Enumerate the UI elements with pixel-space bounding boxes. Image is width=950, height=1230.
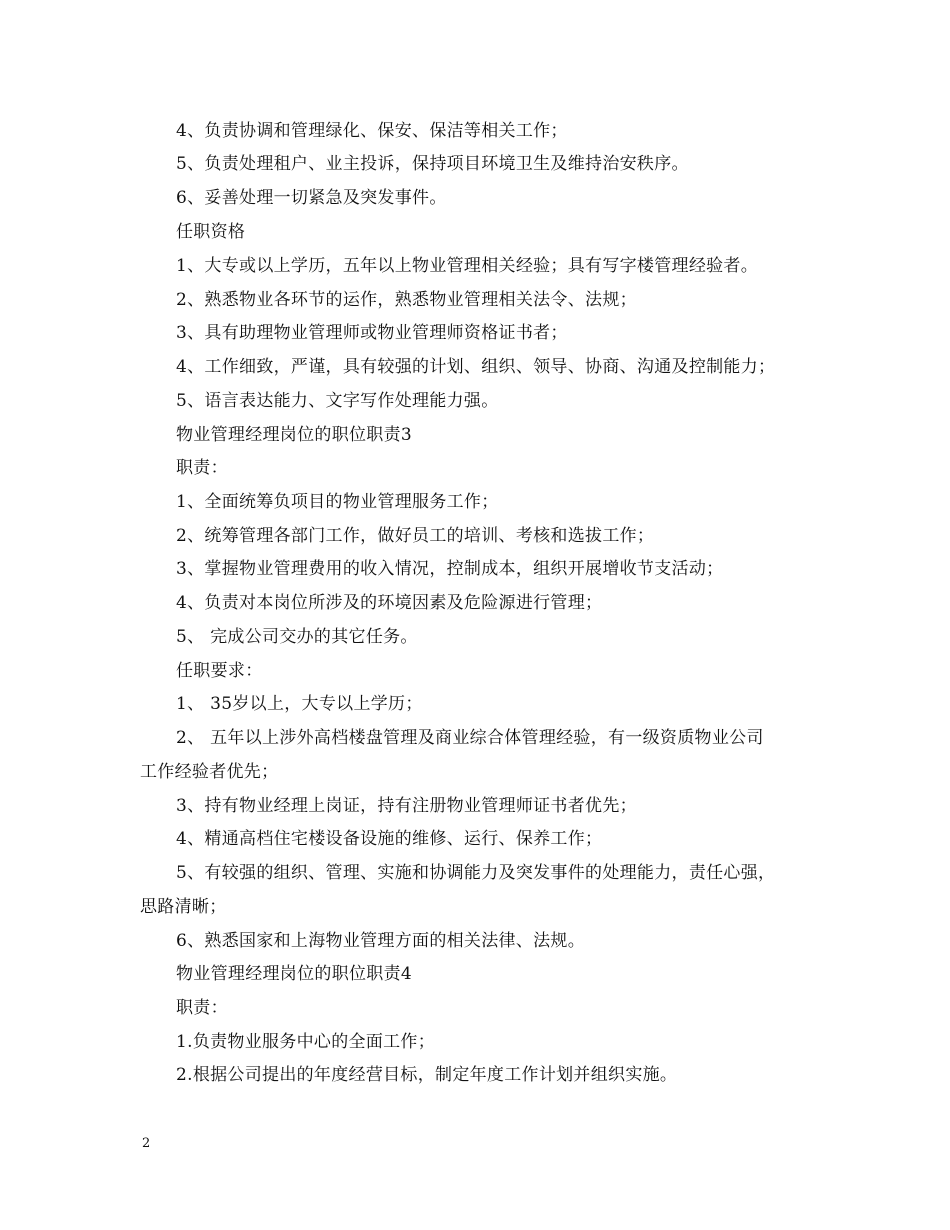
section-heading: 物业管理经理岗位的职位职责3 [176, 425, 413, 445]
text-line: 2、 五年以上涉外高档楼盘管理及商业综合体管理经验，有一级资质物业公司 [176, 728, 764, 748]
text-line: 3、持有物业经理上岗证，持有注册物业管理师证书者优先； [176, 796, 637, 816]
text-line: 6、熟悉国家和上海物业管理方面的相关法律、法规。 [176, 931, 586, 951]
section-heading: 任职资格 [176, 222, 246, 242]
text-line: 2.根据公司提出的年度经营目标，制定年度工作计划并组织实施。 [176, 1065, 678, 1085]
text-line: 1.负责物业服务中心的全面工作； [176, 1032, 436, 1052]
section-subheading: 任职要求： [176, 661, 263, 681]
text-line: 2、统筹管理各部门工作，做好员工的培训、考核和选拔工作； [176, 526, 655, 546]
section-heading: 物业管理经理岗位的职位职责4 [176, 964, 413, 984]
text-line: 4、精通高档住宅楼设备设施的维修、运行、保养工作； [176, 829, 603, 849]
text-line: 5、 完成公司交办的其它任务。 [176, 627, 418, 647]
text-line: 1、大专或以上学历，五年以上物业管理相关经验；具有写字楼管理经验者。 [176, 256, 759, 276]
section-subheading: 职责： [176, 998, 228, 1018]
text-line: 5、语言表达能力、文字写作处理能力强。 [176, 391, 499, 411]
text-line: 4、负责协调和管理绿化、保安、保洁等相关工作； [176, 121, 568, 141]
text-line: 5、负责处理租户、业主投诉，保持项目环境卫生及维持治安秩序。 [176, 154, 689, 174]
text-line-continuation: 思路清晰； [140, 897, 227, 917]
text-line: 6、妥善处理一切紧急及突发事件。 [176, 188, 447, 208]
text-line: 4、负责对本岗位所涉及的环境因素及危险源进行管理； [176, 593, 603, 613]
section-subheading: 职责： [176, 458, 228, 478]
text-line: 5、有较强的组织、管理、实施和协调能力及突发事件的处理能力，责任心强， [176, 863, 776, 883]
text-line: 1、全面统筹负项目的物业管理服务工作； [176, 492, 499, 512]
page-number: 2 [142, 1136, 151, 1151]
text-line: 3、掌握物业管理费用的收入情况，控制成本，组织开展增收节支活动； [176, 559, 724, 579]
text-line: 1、 35岁以上，大专以上学历； [176, 694, 423, 714]
text-line: 2、熟悉物业各环节的运作，熟悉物业管理相关法令、法规； [176, 290, 637, 310]
text-line: 3、具有助理物业管理师或物业管理师资格证书者； [176, 323, 568, 343]
text-line: 4、工作细致，严谨，具有较强的计划、组织、领导、协商、沟通及控制能力； [176, 357, 776, 377]
text-line-continuation: 工作经验者优先； [140, 762, 279, 782]
